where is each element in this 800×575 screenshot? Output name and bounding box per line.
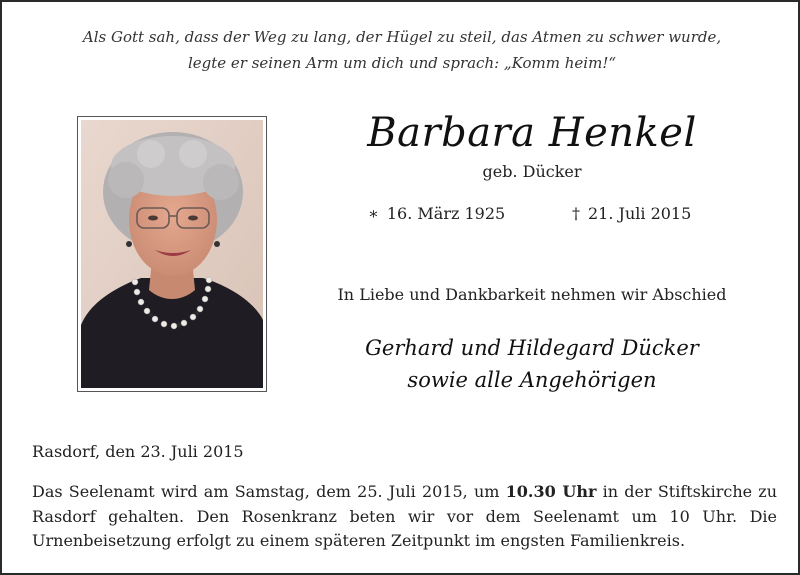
place-and-date: Rasdorf, den 23. Juli 2015 — [32, 442, 244, 461]
birth-star-icon: ∗ — [368, 204, 379, 223]
portrait-photo — [77, 116, 267, 392]
service-text-2: in der Stiftskirche zu Rasdorf gehalten. Den Rosenkranz beten wir vor dem Seelenamt um 10 Uhr. Die Urnenbeisetzung erfolgt zu einem späteren Zeitpunkt im engsten Familienkreis. — [32, 482, 778, 550]
deceased-name: Barbara Henkel — [367, 110, 697, 156]
death-date: 21. Juli 2015 — [588, 204, 692, 223]
service-announcement — [32, 480, 777, 554]
portrait-photo-image — [81, 120, 263, 388]
quote-line-2: legte er seinen Arm um dich und sprach: „Komm heim!“ — [187, 54, 617, 72]
service-time: 10.30 Uhr — [505, 482, 597, 501]
family-line-2: sowie alle Angehörigen — [407, 368, 657, 392]
family-line-1: Gerhard und Hildegard Dücker — [365, 336, 699, 360]
farewell-text: In Liebe und Dankbarkeit nehmen wir Abschied — [337, 285, 727, 304]
memorial-quote — [2, 24, 800, 76]
death-date-line — [572, 204, 691, 223]
birth-name: geb. Dücker — [482, 162, 582, 181]
family-signature — [332, 332, 732, 396]
quote-line-1: Als Gott sah, dass der Weg zu lang, der Hügel zu steil, das Atmen zu schwer wurde, — [82, 28, 722, 46]
birth-date-line — [368, 204, 505, 223]
service-text-1: Das Seelenamt wird am Samstag, dem 25. Juli 2015, um — [32, 482, 506, 501]
birth-date: 16. März 1925 — [386, 204, 506, 223]
death-cross-icon: † — [572, 204, 580, 223]
